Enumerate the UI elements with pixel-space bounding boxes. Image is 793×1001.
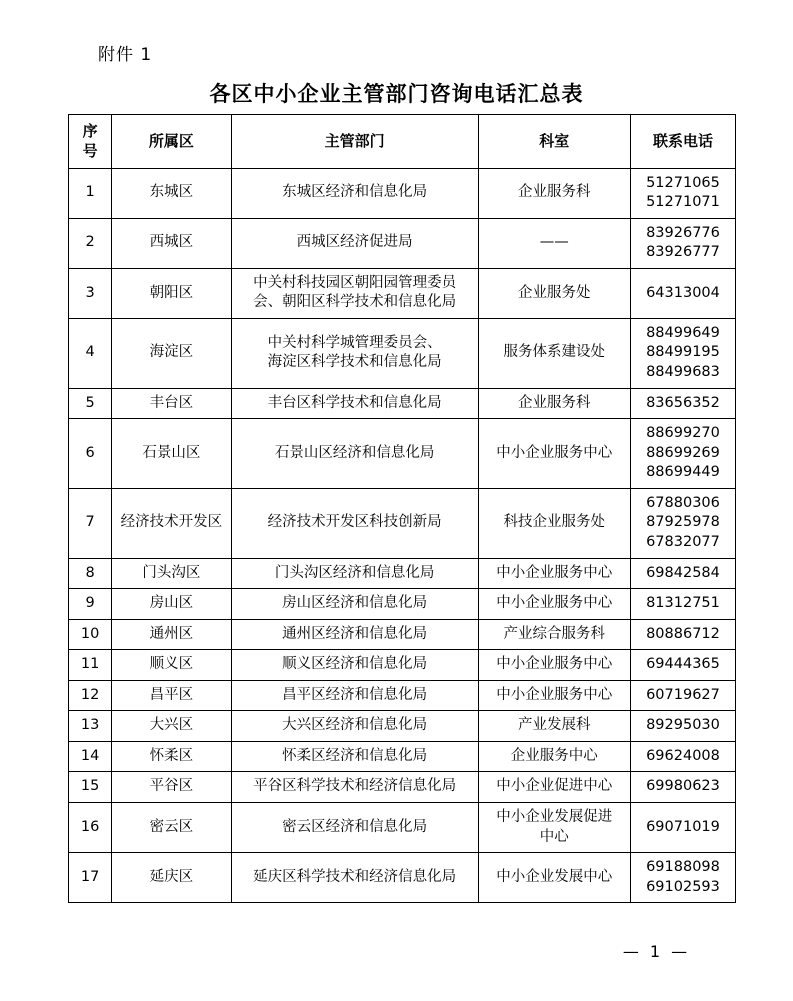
table-row xyxy=(69,268,736,318)
cell-seq: 5 xyxy=(69,388,112,419)
department-line: 海淀区科学技术和信息化局 xyxy=(267,354,442,371)
table-row xyxy=(69,419,736,489)
phone-number: 87925978 xyxy=(646,514,720,531)
cell-section xyxy=(478,619,630,650)
department-line: 丰台区科学技术和信息化局 xyxy=(267,394,442,411)
cell-phone xyxy=(630,388,735,419)
table-row xyxy=(69,218,736,268)
table-row xyxy=(69,488,736,558)
cell-phone xyxy=(630,650,735,681)
section-line: 企业服务中心 xyxy=(510,747,598,764)
cell-section xyxy=(478,168,630,218)
department-line: 大兴区经济和信息化局 xyxy=(282,717,428,734)
table-row xyxy=(69,741,736,772)
cell-section xyxy=(478,650,630,681)
cell-phone xyxy=(630,168,735,218)
cell-phone xyxy=(630,853,735,903)
cell-department xyxy=(231,558,478,589)
table-row xyxy=(69,589,736,620)
cell-phone xyxy=(630,680,735,711)
cell-section xyxy=(478,318,630,388)
table-row xyxy=(69,650,736,681)
cell-department xyxy=(231,419,478,489)
cell-district: 顺义区 xyxy=(112,650,231,681)
cell-department xyxy=(231,168,478,218)
cell-seq: 16 xyxy=(69,803,112,853)
cell-seq: 11 xyxy=(69,650,112,681)
cell-phone xyxy=(630,803,735,853)
phone-number: 69980623 xyxy=(646,778,720,795)
cell-district: 西城区 xyxy=(112,218,231,268)
cell-section xyxy=(478,488,630,558)
phone-number: 69102593 xyxy=(646,878,720,895)
cell-district: 大兴区 xyxy=(112,711,231,742)
column-header-section: 科室 xyxy=(478,115,630,169)
cell-department xyxy=(231,680,478,711)
section-line: 中小企业服务中心 xyxy=(496,564,613,581)
cell-phone xyxy=(630,558,735,589)
department-line: 平谷区科学技术和经济信息化局 xyxy=(253,778,457,795)
department-line: 中关村科技园区朝阳园管理委员 xyxy=(253,274,457,291)
phone-number: 69444365 xyxy=(646,656,720,673)
phone-number: 88699449 xyxy=(646,464,720,481)
department-line: 中关村科学城管理委员会、 xyxy=(267,334,442,351)
attachment-label: 附件 1 xyxy=(98,45,153,65)
section-line: 企业服务处 xyxy=(518,284,591,301)
section-line: 科技企业服务处 xyxy=(503,514,606,531)
cell-section xyxy=(478,680,630,711)
phone-number: 80886712 xyxy=(646,625,720,642)
cell-department xyxy=(231,488,478,558)
section-line: 中小企业服务中心 xyxy=(496,444,613,461)
cell-section xyxy=(478,589,630,620)
cell-phone xyxy=(630,589,735,620)
cell-seq: 12 xyxy=(69,680,112,711)
cell-seq: 15 xyxy=(69,772,112,803)
cell-seq: 1 xyxy=(69,168,112,218)
cell-phone xyxy=(630,488,735,558)
phone-number: 64313004 xyxy=(646,284,720,301)
table-row xyxy=(69,619,736,650)
department-line: 门头沟区经济和信息化局 xyxy=(274,564,435,581)
section-line: 中小企业发展促进 xyxy=(496,809,613,825)
cell-district: 昌平区 xyxy=(112,680,231,711)
cell-phone xyxy=(630,741,735,772)
department-line: 通州区经济和信息化局 xyxy=(282,625,428,642)
phone-number: 69624008 xyxy=(646,747,720,764)
cell-section xyxy=(478,853,630,903)
cell-section xyxy=(478,268,630,318)
cell-section xyxy=(478,419,630,489)
cell-district: 门头沟区 xyxy=(112,558,231,589)
department-line: 西城区经济促进局 xyxy=(296,234,413,251)
cell-phone xyxy=(630,318,735,388)
table-row xyxy=(69,168,736,218)
cell-district: 怀柔区 xyxy=(112,741,231,772)
cell-seq: 13 xyxy=(69,711,112,742)
phone-number: 88699269 xyxy=(646,444,720,461)
cell-department xyxy=(231,619,478,650)
cell-phone xyxy=(630,218,735,268)
table-row xyxy=(69,853,736,903)
phone-number: 69071019 xyxy=(646,818,720,835)
section-line: 企业服务科 xyxy=(518,394,591,411)
cell-phone xyxy=(630,772,735,803)
department-line: 经济技术开发区科技创新局 xyxy=(267,514,442,531)
page-title: 各区中小企业主管部门咨询电话汇总表 xyxy=(209,82,584,106)
table-row xyxy=(69,680,736,711)
department-line: 会、朝阳区科学技术和信息化局 xyxy=(253,294,457,311)
cell-district: 房山区 xyxy=(112,589,231,620)
section-line: 服务体系建设处 xyxy=(503,344,606,361)
cell-seq: 10 xyxy=(69,619,112,650)
phone-number: 69188098 xyxy=(646,859,720,876)
cell-seq: 2 xyxy=(69,218,112,268)
phone-number: 60719627 xyxy=(646,686,720,703)
phone-number: 88499649 xyxy=(646,324,720,341)
phone-number: 88699270 xyxy=(646,425,720,442)
cell-seq: 4 xyxy=(69,318,112,388)
cell-district: 朝阳区 xyxy=(112,268,231,318)
cell-phone xyxy=(630,711,735,742)
cell-section xyxy=(478,711,630,742)
department-line: 怀柔区经济和信息化局 xyxy=(282,747,428,764)
cell-section xyxy=(478,772,630,803)
cell-seq: 9 xyxy=(69,589,112,620)
cell-department xyxy=(231,589,478,620)
section-line: 中小企业发展中心 xyxy=(496,868,613,885)
phone-number: 88499195 xyxy=(646,344,720,361)
department-line: 房山区经济和信息化局 xyxy=(282,595,428,612)
table-row xyxy=(69,772,736,803)
department-line: 昌平区经济和信息化局 xyxy=(282,686,428,703)
table-row xyxy=(69,711,736,742)
phone-number: 89295030 xyxy=(646,717,720,734)
cell-section xyxy=(478,741,630,772)
cell-section xyxy=(478,388,630,419)
cell-section xyxy=(478,803,630,853)
cell-district: 海淀区 xyxy=(112,318,231,388)
department-line: 顺义区经济和信息化局 xyxy=(282,656,428,673)
cell-department xyxy=(231,772,478,803)
cell-phone xyxy=(630,268,735,318)
cell-seq: 17 xyxy=(69,853,112,903)
column-header-seq-label: 序 号 xyxy=(82,122,98,161)
phone-number: 81312751 xyxy=(646,595,720,612)
cell-department xyxy=(231,268,478,318)
cell-district: 东城区 xyxy=(112,168,231,218)
table-row xyxy=(69,388,736,419)
phone-number: 51271071 xyxy=(646,194,720,211)
contacts-table xyxy=(68,114,736,903)
cell-district: 通州区 xyxy=(112,619,231,650)
phone-number: 51271065 xyxy=(646,174,720,191)
cell-department xyxy=(231,318,478,388)
phone-number: 83926776 xyxy=(646,224,720,241)
department-line: 石景山区经济和信息化局 xyxy=(274,444,435,461)
cell-phone xyxy=(630,619,735,650)
section-line: 中小企业服务中心 xyxy=(496,656,613,673)
cell-seq: 6 xyxy=(69,419,112,489)
phone-number: 69842584 xyxy=(646,564,720,581)
cell-department xyxy=(231,803,478,853)
cell-section xyxy=(478,218,630,268)
cell-department xyxy=(231,388,478,419)
cell-district: 密云区 xyxy=(112,803,231,853)
section-line: 中小企业服务中心 xyxy=(496,686,613,703)
cell-seq: 7 xyxy=(69,488,112,558)
phone-number: 67832077 xyxy=(646,533,720,550)
cell-department xyxy=(231,853,478,903)
cell-department xyxy=(231,218,478,268)
section-line: 产业综合服务科 xyxy=(503,625,606,642)
column-header-department: 主管部门 xyxy=(231,115,478,169)
cell-department xyxy=(231,650,478,681)
section-line: 企业服务科 xyxy=(518,184,591,201)
cell-phone xyxy=(630,419,735,489)
department-line: 东城区经济和信息化局 xyxy=(282,184,428,201)
cell-seq: 8 xyxy=(69,558,112,589)
cell-department xyxy=(231,741,478,772)
phone-number: 83656352 xyxy=(646,394,720,411)
table-row xyxy=(69,803,736,853)
column-header-district: 所属区 xyxy=(112,115,231,169)
column-header-seq xyxy=(69,115,112,169)
section-line: 产业发展科 xyxy=(518,717,591,734)
section-line: 中心 xyxy=(539,828,569,845)
phone-number: 67880306 xyxy=(646,494,720,511)
section-line: 中小企业服务中心 xyxy=(496,595,613,612)
cell-district: 丰台区 xyxy=(112,388,231,419)
table-row xyxy=(69,318,736,388)
cell-seq: 14 xyxy=(69,741,112,772)
cell-district: 石景山区 xyxy=(112,419,231,489)
department-line: 延庆区科学技术和经济信息化局 xyxy=(253,868,457,885)
section-line: 中小企业促进中心 xyxy=(496,778,613,795)
cell-section xyxy=(478,558,630,589)
cell-seq: 3 xyxy=(69,268,112,318)
page-number: — 1 — xyxy=(622,942,691,961)
department-line: 密云区经济和信息化局 xyxy=(282,818,428,835)
cell-district: 平谷区 xyxy=(112,772,231,803)
cell-district: 延庆区 xyxy=(112,853,231,903)
table-header-row xyxy=(69,115,736,169)
cell-district: 经济技术开发区 xyxy=(112,488,231,558)
phone-number: 88499683 xyxy=(646,364,720,380)
table-row xyxy=(69,558,736,589)
phone-number: 83926777 xyxy=(646,244,720,261)
cell-department xyxy=(231,711,478,742)
section-line: —— xyxy=(539,234,569,251)
column-header-phone: 联系电话 xyxy=(630,115,735,169)
